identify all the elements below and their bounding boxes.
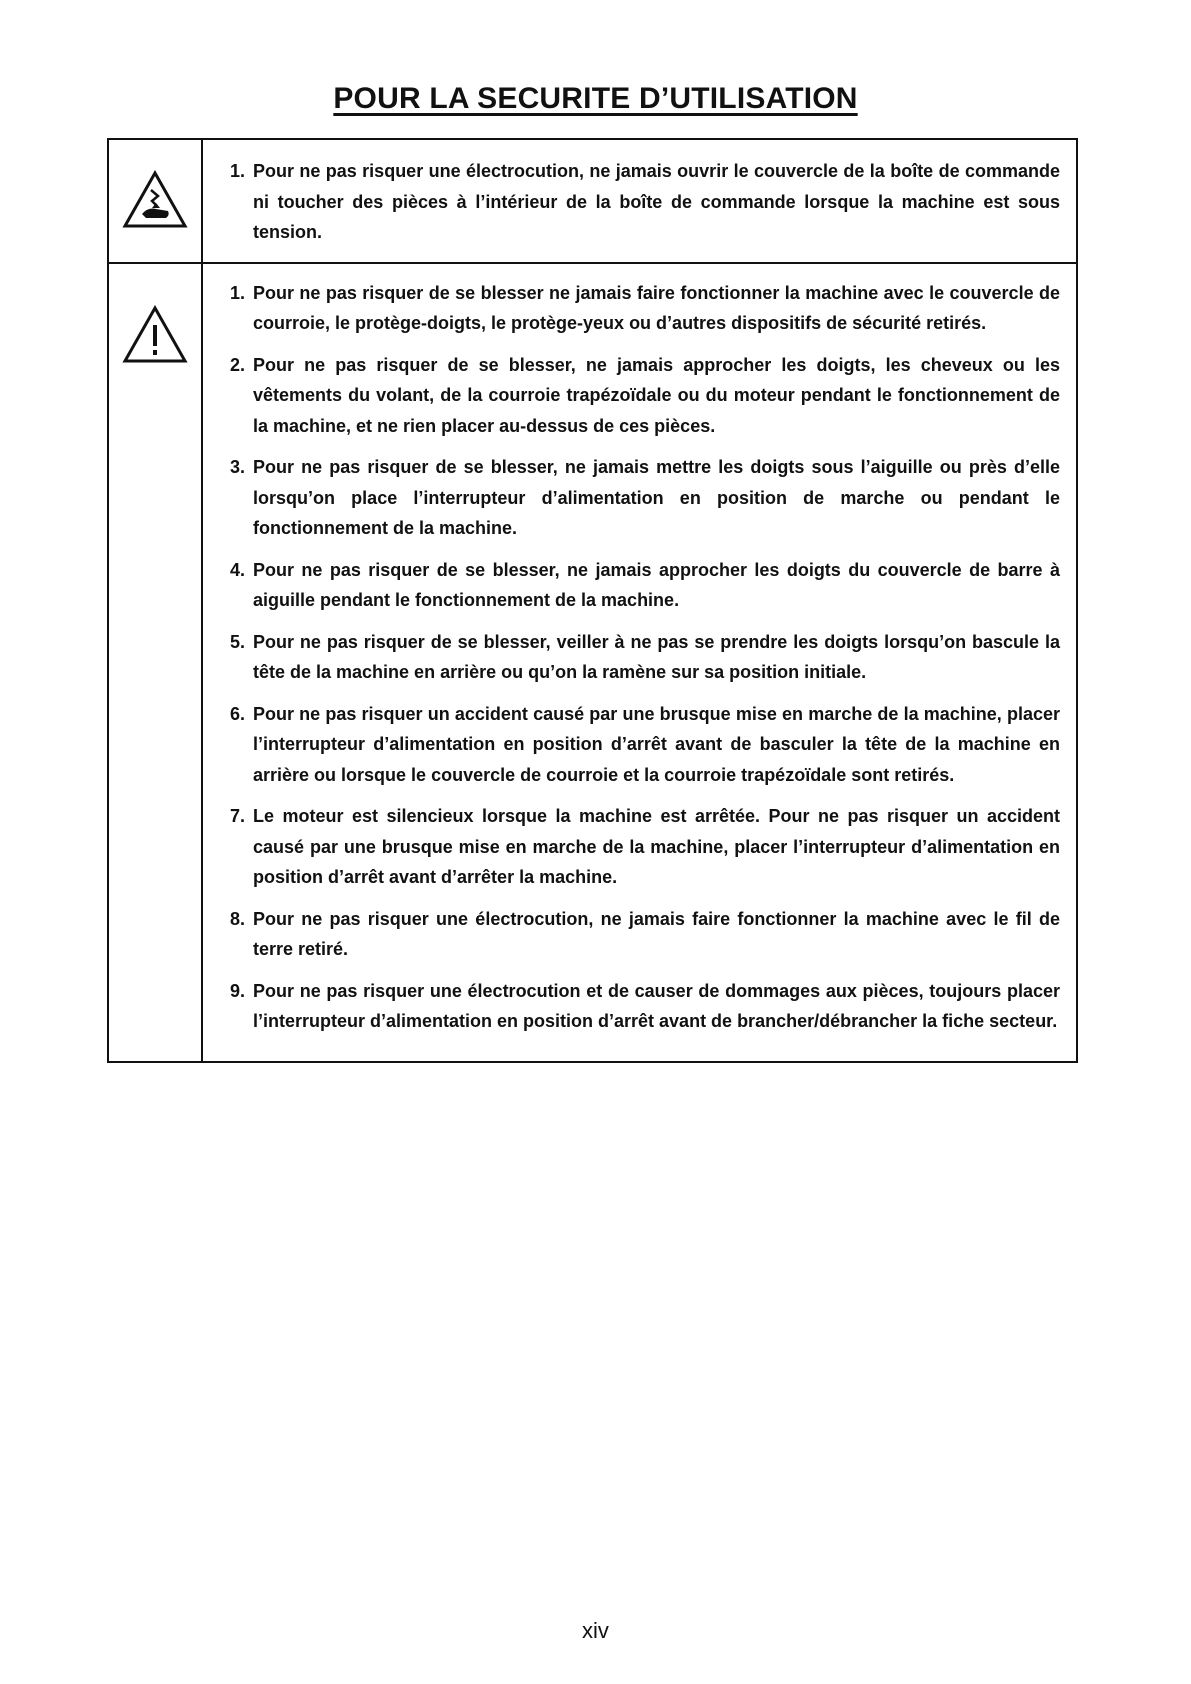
item-text: Pour ne pas risquer un accident causé par une brusque mise en marche de la machine, placer l’interrupteur d’alimentation en position d’arrêt avant de basculer la tête de la machine en arrière ou lorsque le couvercle de courroie et la courroie trapézoïdale sont retirés. [253,703,1060,785]
electric-shock-warning-icon [122,170,188,230]
list-item [203,976,1060,1037]
text-cell [203,140,1076,262]
icon-cell [109,140,203,262]
electric-shock-section [109,140,1076,262]
item-number: 8. [229,908,245,929]
item-text: Pour ne pas risquer de se blesser, ne jamais approcher les doigts du couvercle de barre à aiguille pendant le fonctionnement de la machine. [253,559,1060,610]
caution-section [109,262,1076,1061]
item-number: 2. [229,354,245,375]
item-number: 7. [229,806,245,826]
list-item [203,699,1060,791]
text-cell [203,264,1076,1061]
icon-cell [109,264,203,1061]
general-caution-icon [122,305,188,365]
item-number: 1. [229,161,245,181]
list-item [203,350,1060,442]
list-item [203,156,1060,248]
item-number: 6. [229,703,245,724]
item-text: Pour ne pas risquer une électrocution et de causer de dommages aux pièces, toujours placer l’interrupteur d’alimentation en position d’arrêt avant de brancher/débrancher la fiche secteur. [253,980,1060,1031]
item-text: Pour ne pas risquer de se blesser, veiller à ne pas se prendre les doigts lorsqu’on bascule la tête de la machine en arrière ou qu’on la ramène sur sa position initiale. [253,631,1060,682]
item-text: Pour ne pas risquer de se blesser ne jamais faire fonctionner la machine avec le couvercle de courroie, le protège-doigts, le protège-yeux ou d’autres dispositifs de sécurité retirés. [253,282,1060,333]
list-item [203,627,1060,688]
item-number: 1. [229,282,245,303]
page-title: POUR LA SECURITE D’UTILISATION [333,82,858,115]
item-number: 9. [229,980,245,1001]
item-text: Pour ne pas risquer de se blesser, ne jamais approcher les doigts, les cheveux ou les vêtements du volant, de la courroie trapézoïdale ou du moteur pendant le fonctionnement de la machine, et ne rien placer au-dessus de ces pièces. [253,354,1060,436]
list-item [203,452,1060,544]
list-item [203,904,1060,965]
list-item [203,278,1060,339]
item-number: 5. [229,631,245,652]
item-text: Pour ne pas risquer une électrocution, ne jamais faire fonctionner la machine avec le fil de terre retiré. [253,908,1060,959]
item-text: Pour ne pas risquer une électrocution, ne jamais ouvrir le couvercle de la boîte de commande ni toucher des pièces à l’intérieur de la boîte de commande lorsque la machine est sous tension. [253,161,1060,242]
safety-table [107,138,1078,1063]
item-text: Pour ne pas risquer de se blesser, ne jamais mettre les doigts sous l’aiguille ou près d’elle lorsqu’on place l’interrupteur d’alimentation en position de marche ou pendant le fonctionnement de la machine. [253,457,1060,538]
list-item [203,555,1060,616]
list-item [203,801,1060,893]
item-number: 4. [229,559,245,580]
item-number: 3. [229,457,245,477]
item-text: Le moteur est silencieux lorsque la machine est arrêtée. Pour ne pas risquer un accident causé par une brusque mise en marche de la machine, placer l’interrupteur d’alimentation en position d’arrêt avant d’arrêter la machine. [253,806,1060,887]
page-number: xiv [582,1618,609,1643]
